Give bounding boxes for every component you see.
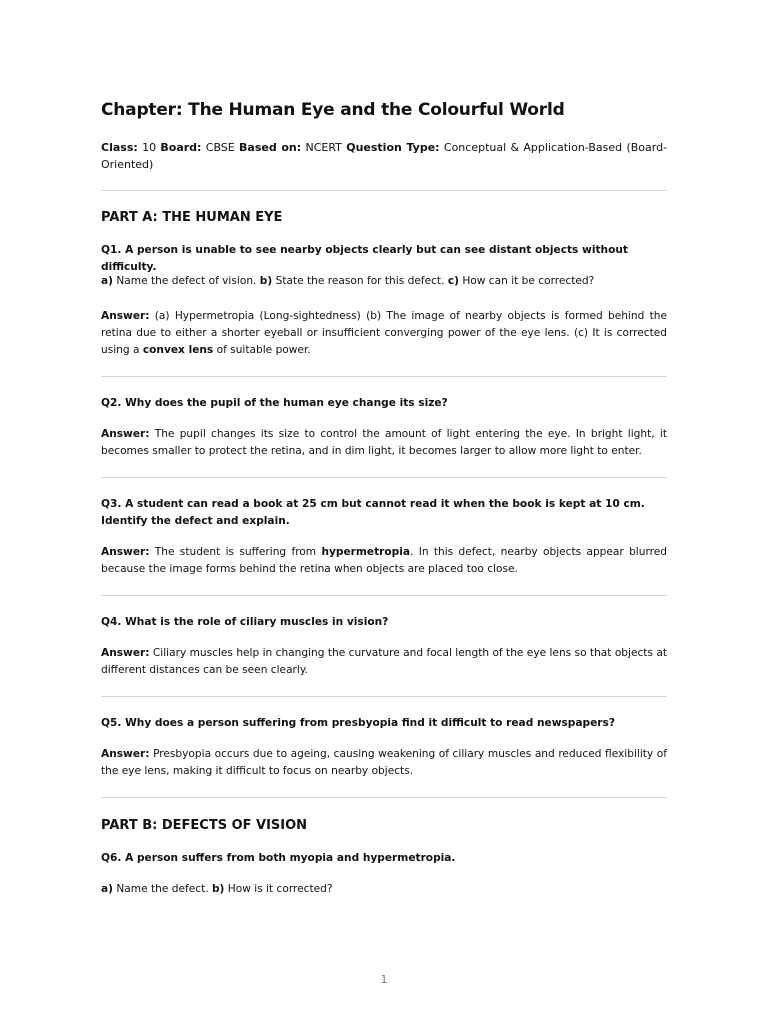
chapter-title: Chapter: The Human Eye and the Colourful World: [101, 100, 565, 120]
subpart-c-text: How can it be corrected?: [462, 275, 595, 287]
answer-1-emphasis: convex lens: [142, 344, 214, 356]
answer-5-text: Presbyopia occurs due to ageing, causing weakening of ciliary muscles and reduced flexibility of the eye lens, making it difficult to focus on nearby objects.: [101, 748, 667, 777]
subpart-b-text: State the reason for this defect.: [275, 275, 445, 287]
question-1: Q1. A person is unable to see nearby objects clearly but can see distant objects without difficulty.: [101, 244, 628, 273]
based-on-label: Based on:: [239, 141, 302, 154]
subpart-a-text: Name the defect.: [116, 883, 209, 895]
answer-3-text-end: . In this defect, nearby objects appear blurred because the image forms behind the retina when objects are placed too close.: [101, 546, 667, 575]
answer-label: Answer:: [101, 546, 150, 558]
subpart-b-label: b): [259, 275, 273, 287]
question-6: Q6. A person suffers from both myopia and hypermetropia.: [101, 852, 456, 864]
answer-3: [101, 544, 667, 578]
answer-1: [101, 308, 667, 359]
answer-3-text: The student is suffering from: [154, 546, 317, 558]
subpart-a-label: a): [101, 883, 113, 895]
part-b-heading: PART B: DEFECTS OF VISION: [101, 818, 308, 833]
meta-line: [101, 139, 667, 173]
divider: [101, 190, 667, 191]
answer-2: [101, 426, 667, 460]
answer-4-text: Ciliary muscles help in changing the curvature and focal length of the eye lens so that objects at different distances can be seen clearly.: [101, 647, 668, 676]
divider: [101, 595, 667, 596]
answer-label: Answer:: [101, 647, 150, 659]
answer-4: [101, 645, 667, 679]
answer-3-emphasis: hypermetropia: [321, 546, 411, 558]
divider: [101, 696, 667, 697]
question-3: Q3. A student can read a book at 25 cm but cannot read it when the book is kept at 10 cm. Identify the defect and explain.: [101, 498, 645, 527]
question-5: Q5. Why does a person suffering from presbyopia find it difficult to read newspapers?: [101, 717, 615, 729]
class-value: 10: [142, 141, 157, 154]
part-a-heading: PART A: THE HUMAN EYE: [101, 210, 283, 225]
answer-label: Answer:: [101, 428, 150, 440]
class-label: Class:: [101, 141, 138, 154]
answer-1-text: (a) Hypermetropia (Long-sightedness) (b) The image of nearby objects is formed behind the retina due to either a shorter eyeball or insufficient converging power of the eye lens. (c) It is corrected using a: [101, 310, 667, 356]
divider: [101, 376, 667, 377]
question-1-subparts: [101, 273, 667, 290]
answer-2-text: The pupil changes its size to control the amount of light entering the eye. In bright light, it becomes smaller to protect the retina, and in dim light, it becomes larger to allow more light to enter.: [101, 428, 667, 457]
subpart-b-text: How is it corrected?: [227, 883, 333, 895]
question-4: Q4. What is the role of ciliary muscles in vision?: [101, 616, 389, 628]
answer-5: [101, 746, 667, 780]
answer-label: Answer:: [101, 310, 150, 322]
board-value: CBSE: [205, 141, 235, 154]
based-on-value: NCERT: [305, 141, 342, 154]
subpart-b-label: b): [211, 883, 225, 895]
divider: [101, 477, 667, 478]
question-type-value: Conceptual & Application-Based (Board-Oriented): [101, 141, 668, 171]
question-6-subparts: [101, 881, 667, 898]
question-2: Q2. Why does the pupil of the human eye change its size?: [101, 397, 448, 409]
answer-1-text-end: of suitable power.: [216, 344, 311, 356]
question-type-label: Question Type:: [346, 141, 440, 154]
board-label: Board:: [160, 141, 202, 154]
page-number: 1: [380, 973, 388, 986]
divider: [101, 797, 667, 798]
subpart-a-text: Name the defect of vision.: [116, 275, 257, 287]
answer-label: Answer:: [101, 748, 150, 760]
subpart-a-label: a): [101, 275, 113, 287]
subpart-c-label: c): [447, 275, 459, 287]
